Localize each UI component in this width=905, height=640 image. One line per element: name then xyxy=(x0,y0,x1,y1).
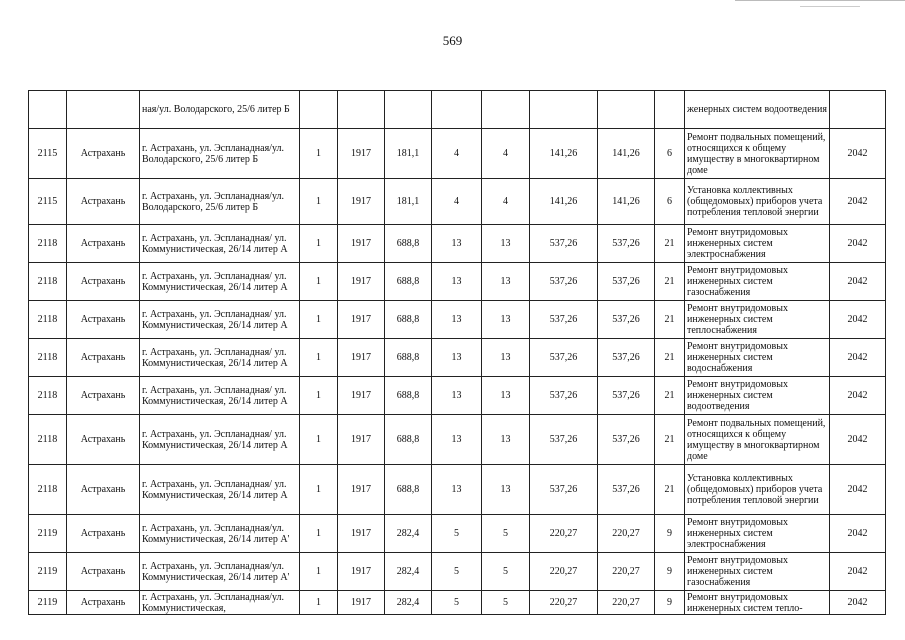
cell-area xyxy=(385,91,432,129)
cell-build-year: 1917 xyxy=(338,129,385,179)
table-row xyxy=(29,301,886,339)
cell-house-id: 2118 xyxy=(29,301,67,339)
cell-city: Астрахань xyxy=(67,263,140,301)
cell-work-type: Ремонт внутридомовых инженерных систем электроснабжения xyxy=(685,225,830,263)
cell-city: Астрахань xyxy=(67,129,140,179)
cell-plan-year: 2042 xyxy=(830,263,886,301)
cell-house-id: 2119 xyxy=(29,553,67,591)
cell-area: 688,8 xyxy=(385,339,432,377)
cell-value-b: 5 xyxy=(482,553,530,591)
cell-plan-year: 2042 xyxy=(830,515,886,553)
cell-address: г. Астрахань, ул. Эспланадная/ул. Володарского, 25/6 литер Б xyxy=(140,129,300,179)
cell-address: г. Астрахань, ул. Эспланадная/ ул. Коммунистическая, 26/14 литер А xyxy=(140,339,300,377)
cell-value-d xyxy=(598,91,655,129)
cell-value-e: 21 xyxy=(655,339,685,377)
cell-value-d: 141,26 xyxy=(598,129,655,179)
cell-work-type: Ремонт внутридомовых инженерных систем тепло- xyxy=(685,591,830,615)
cell-house-id: 2118 xyxy=(29,339,67,377)
cell-plan-year: 2042 xyxy=(830,339,886,377)
cell-area: 688,8 xyxy=(385,465,432,515)
cell-value-d: 537,26 xyxy=(598,225,655,263)
cell-value-d: 537,26 xyxy=(598,301,655,339)
cell-value-a: 13 xyxy=(432,415,482,465)
cell-value-e: 9 xyxy=(655,553,685,591)
cell-plan-year: 2042 xyxy=(830,301,886,339)
cell-value-c: 537,26 xyxy=(530,465,598,515)
cell-city: Астрахань xyxy=(67,415,140,465)
cell-value-d: 537,26 xyxy=(598,263,655,301)
cell-area: 282,4 xyxy=(385,591,432,615)
cell-value-b: 5 xyxy=(482,591,530,615)
cell-value-a xyxy=(432,91,482,129)
cell-area: 688,8 xyxy=(385,301,432,339)
cell-build-year xyxy=(338,91,385,129)
cell-city: Астрахань xyxy=(67,515,140,553)
cell-address: г. Астрахань, ул. Эспланадная/ ул. Коммунистическая, 26/14 литер А xyxy=(140,465,300,515)
cell-value-c: 141,26 xyxy=(530,179,598,225)
cell-build-year: 1917 xyxy=(338,515,385,553)
cell-work-type: Ремонт подвальных помещений, относящихся к общему имуществу в многоквартирном доме xyxy=(685,415,830,465)
cell-value-d: 537,26 xyxy=(598,377,655,415)
table-row xyxy=(29,465,886,515)
cell-value-e: 21 xyxy=(655,465,685,515)
cell-value-c: 537,26 xyxy=(530,263,598,301)
cell-value-a: 13 xyxy=(432,301,482,339)
cell-build-year: 1917 xyxy=(338,263,385,301)
cell-address: г. Астрахань, ул. Эспланадная/ ул. Коммунистическая, 26/14 литер А xyxy=(140,301,300,339)
top-edge-line-2 xyxy=(800,6,860,7)
cell-house-id: 2118 xyxy=(29,263,67,301)
cell-address: г. Астрахань, ул. Эспланадная/ул. Коммунистическая, xyxy=(140,591,300,615)
cell-value-a: 13 xyxy=(432,377,482,415)
cell-value-a: 13 xyxy=(432,465,482,515)
cell-value-d: 537,26 xyxy=(598,465,655,515)
cell-house-id: 2118 xyxy=(29,377,67,415)
cell-value-e: 9 xyxy=(655,591,685,615)
cell-value-c xyxy=(530,91,598,129)
cell-count: 1 xyxy=(300,591,338,615)
cell-address: г. Астрахань, ул. Эспланадная/ул. Коммунистическая, 26/14 литер А' xyxy=(140,553,300,591)
cell-value-b: 4 xyxy=(482,179,530,225)
cell-build-year: 1917 xyxy=(338,301,385,339)
cell-address: г. Астрахань, ул. Эспланадная/ ул. Коммунистическая, 26/14 литер А xyxy=(140,377,300,415)
cell-value-d: 220,27 xyxy=(598,515,655,553)
cell-value-e: 6 xyxy=(655,129,685,179)
cell-house-id: 2118 xyxy=(29,415,67,465)
work-schedule-table xyxy=(28,90,886,615)
cell-build-year: 1917 xyxy=(338,377,385,415)
table-row xyxy=(29,339,886,377)
table-row xyxy=(29,553,886,591)
table-row xyxy=(29,225,886,263)
cell-area: 688,8 xyxy=(385,415,432,465)
table-row xyxy=(29,415,886,465)
cell-area: 688,8 xyxy=(385,263,432,301)
cell-value-a: 5 xyxy=(432,553,482,591)
cell-house-id: 2119 xyxy=(29,591,67,615)
cell-plan-year: 2042 xyxy=(830,377,886,415)
cell-value-c: 537,26 xyxy=(530,377,598,415)
cell-house-id: 2115 xyxy=(29,129,67,179)
cell-work-type: Ремонт подвальных помещений, относящихся к общему имуществу в многоквартирном доме xyxy=(685,129,830,179)
cell-value-a: 13 xyxy=(432,263,482,301)
cell-house-id: 2119 xyxy=(29,515,67,553)
cell-value-c: 537,26 xyxy=(530,225,598,263)
cell-work-type: Ремонт внутридомовых инженерных систем газоснабжения xyxy=(685,263,830,301)
cell-work-type: Ремонт внутридомовых инженерных систем теплоснабжения xyxy=(685,301,830,339)
table-row xyxy=(29,179,886,225)
cell-value-e: 21 xyxy=(655,301,685,339)
cell-value-d: 141,26 xyxy=(598,179,655,225)
cell-work-type: женерных систем водоотведения xyxy=(685,91,830,129)
table-row xyxy=(29,515,886,553)
cell-count: 1 xyxy=(300,515,338,553)
cell-city xyxy=(67,91,140,129)
cell-value-c: 141,26 xyxy=(530,129,598,179)
cell-value-e: 9 xyxy=(655,515,685,553)
cell-value-c: 537,26 xyxy=(530,301,598,339)
cell-count: 1 xyxy=(300,415,338,465)
cell-address: ная/ул. Володарского, 25/6 литер Б xyxy=(140,91,300,129)
cell-city: Астрахань xyxy=(67,339,140,377)
cell-city: Астрахань xyxy=(67,591,140,615)
table-row xyxy=(29,91,886,129)
cell-count: 1 xyxy=(300,179,338,225)
cell-value-c: 220,27 xyxy=(530,553,598,591)
cell-plan-year: 2042 xyxy=(830,591,886,615)
table-row xyxy=(29,591,886,615)
cell-count xyxy=(300,91,338,129)
cell-value-a: 13 xyxy=(432,225,482,263)
cell-work-type: Ремонт внутридомовых инженерных систем электроснабжения xyxy=(685,515,830,553)
cell-address: г. Астрахань, ул. Эспланадная/ул. Коммунистическая, 26/14 литер А' xyxy=(140,515,300,553)
cell-value-e: 21 xyxy=(655,263,685,301)
page-number: 569 xyxy=(442,33,463,48)
cell-area: 181,1 xyxy=(385,179,432,225)
cell-plan-year: 2042 xyxy=(830,129,886,179)
cell-value-a: 5 xyxy=(432,515,482,553)
cell-plan-year: 2042 xyxy=(830,225,886,263)
cell-count: 1 xyxy=(300,339,338,377)
cell-value-d: 537,26 xyxy=(598,339,655,377)
cell-city: Астрахань xyxy=(67,301,140,339)
cell-work-type: Ремонт внутридомовых инженерных систем водоснабжения xyxy=(685,339,830,377)
cell-value-b: 13 xyxy=(482,263,530,301)
cell-value-b: 13 xyxy=(482,465,530,515)
cell-value-c: 537,26 xyxy=(530,339,598,377)
cell-city: Астрахань xyxy=(67,225,140,263)
cell-value-b: 13 xyxy=(482,415,530,465)
cell-count: 1 xyxy=(300,301,338,339)
cell-address: г. Астрахань, ул. Эспланадная/ ул. Коммунистическая, 26/14 литер А xyxy=(140,263,300,301)
cell-value-e: 21 xyxy=(655,225,685,263)
cell-value-c: 220,27 xyxy=(530,591,598,615)
cell-count: 1 xyxy=(300,263,338,301)
table-row xyxy=(29,263,886,301)
cell-value-b: 5 xyxy=(482,515,530,553)
cell-area: 181,1 xyxy=(385,129,432,179)
cell-work-type: Установка коллективных (общедомовых) приборов учета потребления тепловой энергии xyxy=(685,179,830,225)
cell-build-year: 1917 xyxy=(338,225,385,263)
cell-value-a: 4 xyxy=(432,179,482,225)
cell-value-a: 5 xyxy=(432,591,482,615)
table-row xyxy=(29,129,886,179)
cell-house-id: 2118 xyxy=(29,225,67,263)
cell-value-d: 220,27 xyxy=(598,591,655,615)
cell-address: г. Астрахань, ул. Эспланадная/ ул. Коммунистическая, 26/14 литер А xyxy=(140,415,300,465)
cell-value-a: 13 xyxy=(432,339,482,377)
cell-build-year: 1917 xyxy=(338,591,385,615)
cell-plan-year: 2042 xyxy=(830,465,886,515)
cell-build-year: 1917 xyxy=(338,179,385,225)
cell-house-id: 2115 xyxy=(29,179,67,225)
cell-area: 688,8 xyxy=(385,225,432,263)
cell-plan-year: 2042 xyxy=(830,415,886,465)
cell-value-c: 220,27 xyxy=(530,515,598,553)
cell-value-d: 220,27 xyxy=(598,553,655,591)
cell-plan-year: 2042 xyxy=(830,553,886,591)
cell-build-year: 1917 xyxy=(338,465,385,515)
top-edge-line xyxy=(735,0,905,5)
cell-city: Астрахань xyxy=(67,465,140,515)
cell-value-e: 21 xyxy=(655,377,685,415)
cell-house-id xyxy=(29,91,67,129)
cell-house-id: 2118 xyxy=(29,465,67,515)
cell-count: 1 xyxy=(300,553,338,591)
cell-address: г. Астрахань, ул. Эспланадная/ул. Володарского, 25/6 литер Б xyxy=(140,179,300,225)
cell-build-year: 1917 xyxy=(338,553,385,591)
cell-plan-year: 2042 xyxy=(830,179,886,225)
cell-city: Астрахань xyxy=(67,179,140,225)
table-row xyxy=(29,377,886,415)
cell-count: 1 xyxy=(300,465,338,515)
cell-value-c: 537,26 xyxy=(530,415,598,465)
cell-value-b: 13 xyxy=(482,225,530,263)
cell-value-e: 6 xyxy=(655,179,685,225)
cell-work-type: Установка коллективных (общедомовых) приборов учета потребления тепловой энергии xyxy=(685,465,830,515)
cell-build-year: 1917 xyxy=(338,339,385,377)
cell-value-b: 13 xyxy=(482,339,530,377)
cell-count: 1 xyxy=(300,129,338,179)
cell-work-type: Ремонт внутридомовых инженерных систем газоснабжения xyxy=(685,553,830,591)
cell-city: Астрахань xyxy=(67,377,140,415)
cell-value-b xyxy=(482,91,530,129)
cell-build-year: 1917 xyxy=(338,415,385,465)
cell-area: 282,4 xyxy=(385,553,432,591)
cell-address: г. Астрахань, ул. Эспланадная/ ул. Коммунистическая, 26/14 литер А xyxy=(140,225,300,263)
cell-value-a: 4 xyxy=(432,129,482,179)
cell-area: 282,4 xyxy=(385,515,432,553)
cell-city: Астрахань xyxy=(67,553,140,591)
cell-area: 688,8 xyxy=(385,377,432,415)
cell-value-e: 21 xyxy=(655,415,685,465)
cell-value-b: 13 xyxy=(482,301,530,339)
cell-work-type: Ремонт внутридомовых инженерных систем водоотведения xyxy=(685,377,830,415)
cell-value-e xyxy=(655,91,685,129)
cell-value-b: 13 xyxy=(482,377,530,415)
cell-plan-year xyxy=(830,91,886,129)
cell-count: 1 xyxy=(300,377,338,415)
cell-value-b: 4 xyxy=(482,129,530,179)
cell-count: 1 xyxy=(300,225,338,263)
cell-value-d: 537,26 xyxy=(598,415,655,465)
